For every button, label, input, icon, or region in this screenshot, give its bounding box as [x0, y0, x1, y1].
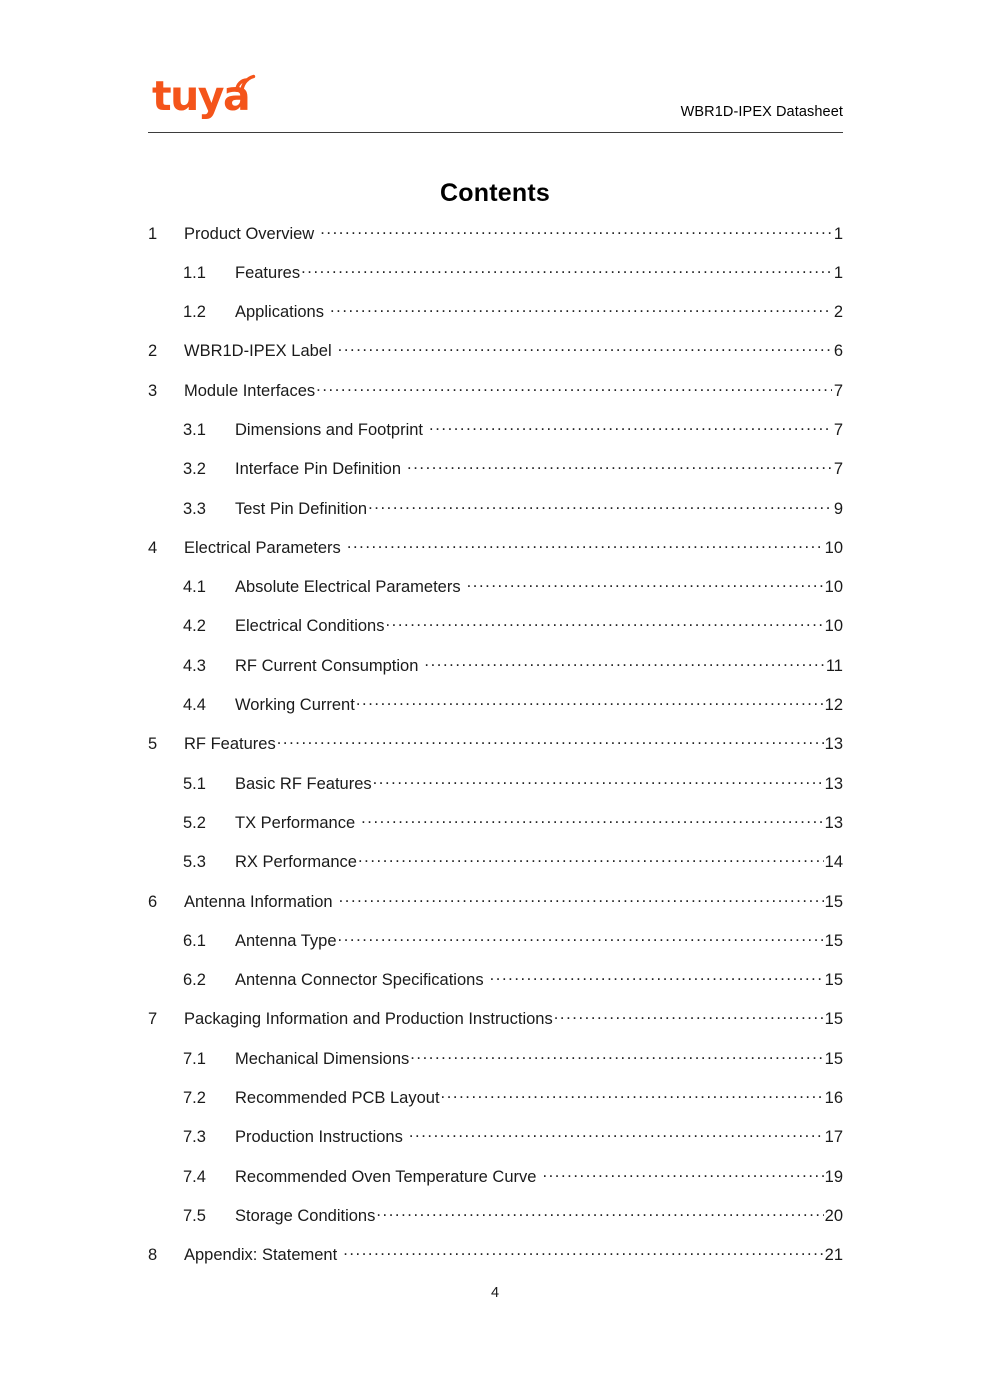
- toc-entry[interactable]: [148, 261, 843, 300]
- toc-entry[interactable]: [148, 654, 843, 693]
- toc-entry-label: Features: [235, 263, 301, 282]
- toc-entry-label: Dimensions and Footprint: [235, 420, 424, 439]
- toc-dot-leader: [343, 1244, 823, 1261]
- toc-entry-number: 1.1: [183, 263, 206, 282]
- toc-entry-label: Product Overview: [184, 224, 315, 243]
- toc-entry-label: Packaging Information and Production Instructions: [184, 1010, 553, 1029]
- toc-entry-label: RF Features: [184, 735, 276, 754]
- toc-entry-number: 4.3: [183, 656, 206, 675]
- toc-entry-number: 1.2: [183, 303, 206, 322]
- toc-entry[interactable]: [148, 418, 843, 457]
- toc-dot-leader: [358, 851, 824, 868]
- toc-entry[interactable]: [148, 340, 843, 379]
- toc-dot-leader: [316, 379, 832, 396]
- toc-entry[interactable]: [148, 1008, 843, 1047]
- toc-entry-page: 13: [824, 735, 843, 754]
- toc-entry[interactable]: [148, 536, 843, 575]
- toc-entry[interactable]: [148, 733, 843, 772]
- toc-entry-number: 5: [148, 735, 158, 754]
- toc-entry-label: Antenna Information: [184, 892, 333, 911]
- toc-entry[interactable]: [148, 772, 843, 811]
- toc-entry-number: 6.2: [183, 971, 206, 990]
- toc-dot-leader: [368, 497, 832, 514]
- toc-entry-page: 13: [824, 774, 843, 793]
- toc-entry-label: Storage Conditions: [235, 1206, 376, 1225]
- toc-entry-page: 10: [824, 578, 843, 597]
- toc-dot-leader: [339, 890, 824, 907]
- toc-entry-page: 10: [824, 617, 843, 636]
- toc-dot-leader: [330, 301, 832, 318]
- toc-dot-leader: [410, 1047, 823, 1064]
- toc-dot-leader: [347, 536, 824, 553]
- footer-page-number: 4: [490, 1285, 500, 1301]
- toc-entry-page: 16: [824, 1089, 843, 1108]
- toc-entry-page: 11: [825, 656, 843, 675]
- toc-entry-number: 4.2: [183, 617, 206, 636]
- toc-entry-number: 8: [148, 1246, 158, 1265]
- toc-entry[interactable]: [148, 615, 843, 654]
- toc-entry[interactable]: [148, 694, 843, 733]
- toc-entry-page: 15: [824, 971, 843, 990]
- toc-entry-label: Appendix: Statement: [184, 1246, 338, 1265]
- toc-entry-page: 7: [833, 460, 843, 479]
- toc-entry[interactable]: [148, 1087, 843, 1126]
- toc-dot-leader: [320, 222, 832, 239]
- toc-entry-label: Module Interfaces: [184, 381, 316, 400]
- toc-entry-page: 15: [824, 1049, 843, 1068]
- toc-entry-label: Production Instructions: [235, 1128, 403, 1147]
- toc-entry-page: 13: [824, 813, 843, 832]
- toc-dot-leader: [385, 615, 823, 632]
- toc-dot-leader: [554, 1008, 824, 1025]
- toc-entry-page: 7: [833, 420, 843, 439]
- toc-entry-number: 7.5: [183, 1206, 206, 1225]
- toc-entry[interactable]: [148, 969, 843, 1008]
- toc-entry-page: 15: [824, 1010, 843, 1029]
- toc-entry-page: 21: [824, 1246, 843, 1265]
- toc-entry-number: 4: [148, 538, 158, 557]
- tuya-logo-text: tuya: [152, 72, 250, 120]
- toc-entry-number: 3.2: [183, 460, 206, 479]
- toc-entry[interactable]: [148, 379, 843, 418]
- toc-entry-label: Antenna Type: [235, 931, 337, 950]
- toc-dot-leader: [467, 576, 824, 593]
- toc-entry-label: Basic RF Features: [235, 774, 372, 793]
- toc-entry[interactable]: [148, 890, 843, 929]
- toc-dot-leader: [277, 733, 824, 750]
- toc-entry-label: Mechanical Dimensions: [235, 1049, 410, 1068]
- toc-entry-label: Applications: [235, 303, 324, 322]
- toc-entry-page: 2: [833, 303, 843, 322]
- toc-entry-number: 4.4: [183, 696, 206, 715]
- toc-entry-page: 12: [824, 696, 843, 715]
- toc-entry-number: 1: [148, 224, 158, 243]
- toc-entry-page: 10: [824, 538, 843, 557]
- toc-entry-number: 5.2: [183, 813, 206, 832]
- toc-entry-page: 1: [833, 263, 843, 282]
- toc-entry[interactable]: [148, 576, 843, 615]
- toc-entry-page: 19: [824, 1167, 843, 1186]
- toc-entry-number: 7.2: [183, 1089, 206, 1108]
- toc-entry[interactable]: [148, 1204, 843, 1243]
- toc-dot-leader: [301, 261, 832, 278]
- page-title: Contents: [440, 178, 550, 207]
- toc-entry-label: Test Pin Definition: [235, 499, 368, 518]
- toc-dot-leader: [441, 1087, 824, 1104]
- toc-entry[interactable]: [148, 222, 843, 261]
- toc-dot-leader: [338, 929, 824, 946]
- toc-entry-page: 15: [824, 931, 843, 950]
- toc-entry[interactable]: [148, 1047, 843, 1086]
- toc-dot-leader: [376, 1204, 823, 1221]
- toc-entry-number: 6: [148, 892, 158, 911]
- toc-dot-leader: [542, 1165, 823, 1182]
- toc-entry[interactable]: [148, 1244, 843, 1283]
- toc-entry[interactable]: [148, 458, 843, 497]
- toc-dot-leader: [409, 1126, 824, 1143]
- toc-entry-page: 17: [824, 1128, 843, 1147]
- toc-entry[interactable]: [148, 497, 843, 536]
- header-document-title: WBR1D-IPEX Datasheet: [680, 104, 843, 120]
- toc-dot-leader: [361, 811, 824, 828]
- table-of-contents: [148, 222, 843, 1283]
- header-divider: [148, 132, 843, 133]
- toc-entry-label: Absolute Electrical Parameters: [235, 578, 461, 597]
- toc-entry-page: 14: [824, 853, 843, 872]
- toc-entry-number: 7.1: [183, 1049, 206, 1068]
- toc-entry-label: Recommended Oven Temperature Curve: [235, 1167, 537, 1186]
- toc-entry-number: 3.1: [183, 420, 206, 439]
- toc-entry[interactable]: [148, 851, 843, 890]
- toc-entry-label: TX Performance: [235, 813, 356, 832]
- toc-entry-page: 6: [833, 342, 843, 361]
- toc-dot-leader: [373, 772, 824, 789]
- toc-entry-page: 15: [824, 892, 843, 911]
- toc-entry-page: 9: [833, 499, 843, 518]
- toc-entry-number: 7: [148, 1010, 158, 1029]
- toc-entry-number: 6.1: [183, 931, 206, 950]
- toc-entry-label: RF Current Consumption: [235, 656, 419, 675]
- toc-dot-leader: [407, 458, 832, 475]
- toc-entry-label: WBR1D-IPEX Label: [184, 342, 332, 361]
- toc-dot-leader: [429, 418, 832, 435]
- toc-entry-label: Working Current: [235, 696, 355, 715]
- wifi-arc-icon: [232, 72, 258, 96]
- toc-dot-leader: [424, 654, 824, 671]
- toc-entry[interactable]: [148, 929, 843, 968]
- toc-entry-page: 20: [824, 1206, 843, 1225]
- toc-entry-label: Electrical Parameters: [184, 538, 341, 557]
- toc-entry[interactable]: [148, 301, 843, 340]
- toc-entry[interactable]: [148, 811, 843, 850]
- page-header: [148, 62, 843, 132]
- toc-entry-number: 7.4: [183, 1167, 206, 1186]
- tuya-logo: [152, 70, 282, 126]
- toc-dot-leader: [338, 340, 832, 357]
- toc-entry-page: 7: [833, 381, 843, 400]
- toc-entry-label: Electrical Conditions: [235, 617, 385, 636]
- toc-entry-label: Recommended PCB Layout: [235, 1089, 440, 1108]
- toc-dot-leader: [490, 969, 824, 986]
- toc-entry[interactable]: [148, 1165, 843, 1204]
- toc-entry-number: 3: [148, 381, 158, 400]
- toc-entry-number: 4.1: [183, 578, 206, 597]
- toc-dot-leader: [356, 694, 824, 711]
- toc-entry-label: Antenna Connector Specifications: [235, 971, 484, 990]
- toc-entry-number: 2: [148, 342, 158, 361]
- toc-entry-number: 5.3: [183, 853, 206, 872]
- toc-entry-number: 5.1: [183, 774, 206, 793]
- toc-entry-label: RX Performance: [235, 853, 357, 872]
- toc-entry-label: Interface Pin Definition: [235, 460, 402, 479]
- toc-entry-number: 7.3: [183, 1128, 206, 1147]
- toc-entry-page: 1: [833, 224, 843, 243]
- toc-entry[interactable]: [148, 1126, 843, 1165]
- toc-entry-number: 3.3: [183, 499, 206, 518]
